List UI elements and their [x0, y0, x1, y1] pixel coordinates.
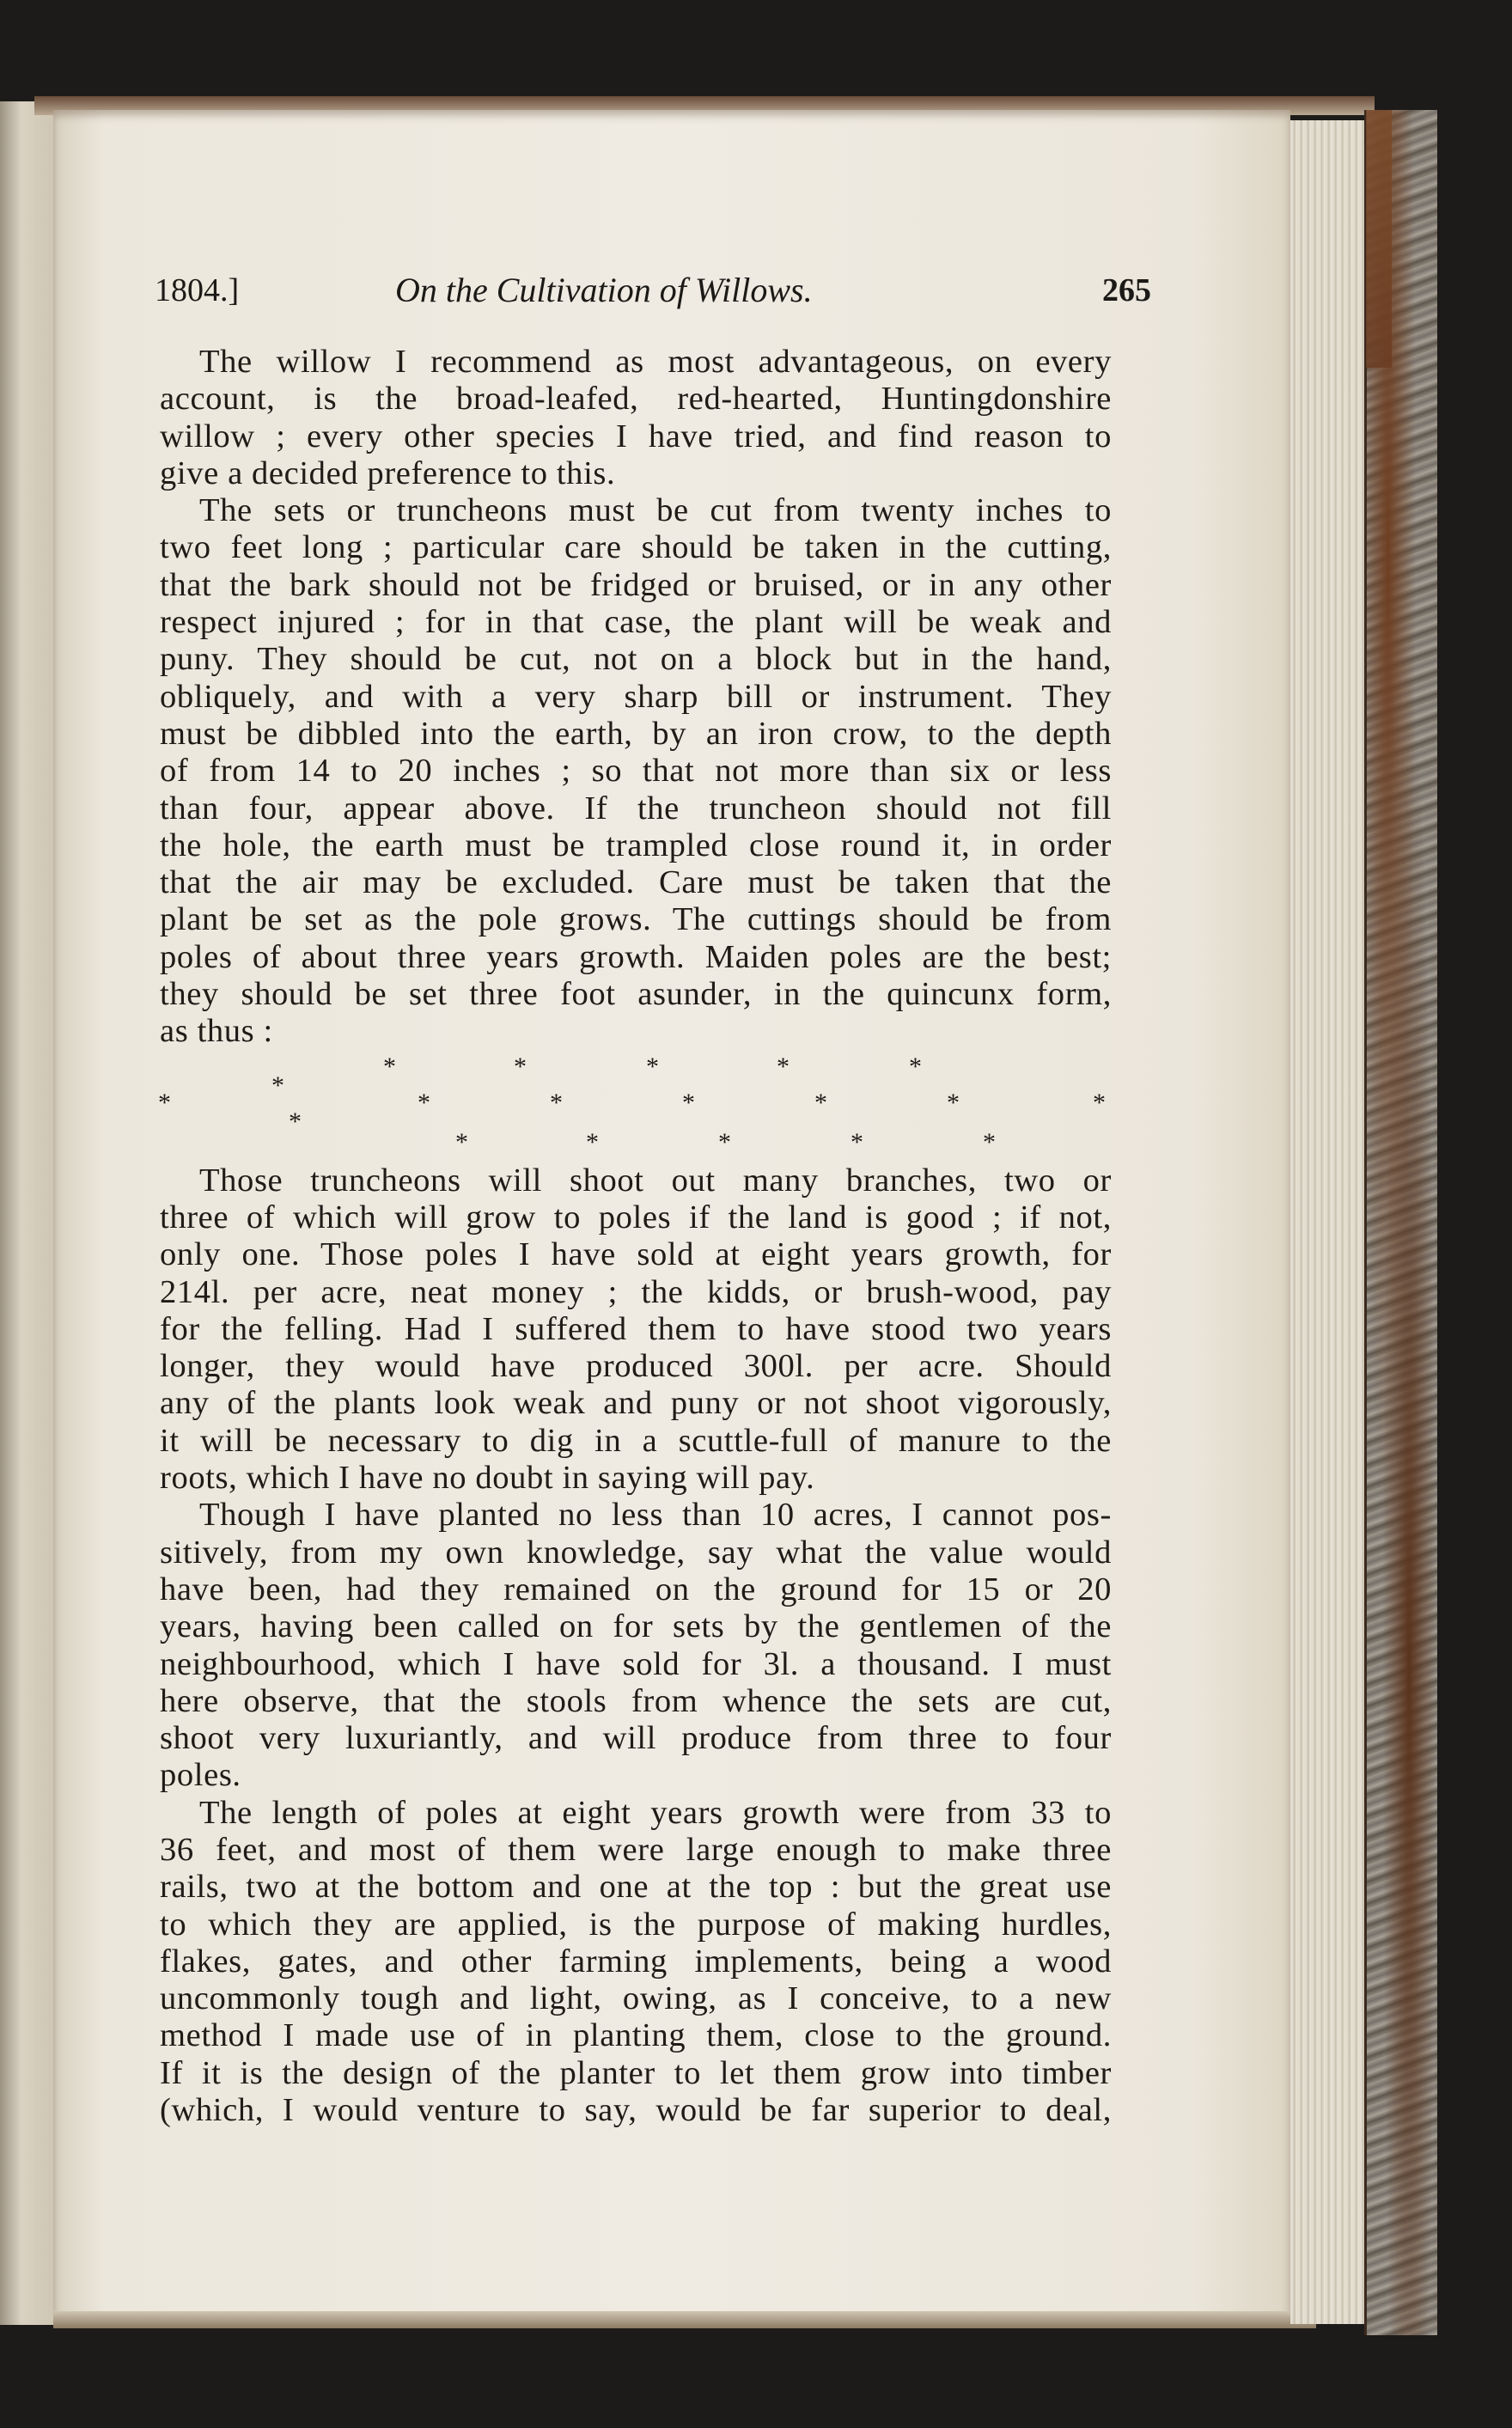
text-line: shoot very luxuriantly, and will produce from three to four: [160, 1720, 1112, 1757]
quincunx-star: *: [586, 1127, 600, 1156]
left-page-edge: [0, 101, 55, 2325]
text-line: puny. They should be cut, not on a block but in the hand,: [160, 641, 1112, 678]
quincunx-star: *: [289, 1107, 302, 1136]
text-line: that the air may be excluded. Care must be taken that the: [160, 864, 1112, 901]
paragraph-4: [160, 1497, 1112, 1794]
page-number: 265: [1102, 272, 1151, 308]
header-date: 1804.]: [155, 272, 240, 308]
text-line: The length of poles at eight years growth were from 33 to: [199, 1794, 1112, 1831]
quincunx-star: *: [550, 1088, 564, 1117]
quincunx-star: *: [909, 1052, 923, 1081]
text-line: poles.: [160, 1757, 241, 1794]
text-line: sitively, from my own knowledge, say what the value would: [160, 1534, 1112, 1571]
text-line: uncommonly tough and light, owing, as I conceive, to a new: [160, 1980, 1112, 2017]
page-bottom-edge: [53, 2311, 1316, 2328]
text-line: three of which will grow to poles if the land is good ; if not,: [160, 1199, 1112, 1235]
quincunx-star: *: [983, 1127, 997, 1156]
page-fore-edge: [1290, 120, 1366, 2324]
text-line: must be dibbled into the earth, by an iron crow, to the depth: [160, 715, 1112, 752]
quincunx-star: *: [718, 1127, 732, 1156]
quincunx-star: *: [1093, 1088, 1107, 1117]
quincunx-star: *: [455, 1127, 469, 1156]
cover-leather-corner: [1366, 110, 1392, 368]
text-line: two feet long ; particular care should be taken in the cutting,: [160, 529, 1112, 566]
quincunx-star: *: [271, 1071, 285, 1100]
text-line: as thus :: [160, 1013, 273, 1050]
text-line: poles of about three years growth. Maiden poles are the best;: [160, 938, 1112, 975]
quincunx-star: *: [947, 1088, 960, 1117]
text-line: any of the plants look weak and puny or not shoot vigorously,: [160, 1385, 1112, 1422]
text-line: only one. Those poles I have sold at eight years growth, for: [160, 1236, 1112, 1273]
text-line: have been, had they remained on the ground for 15 or 20: [160, 1571, 1112, 1607]
text-line: Those truncheons will shoot out many branches, two or: [199, 1162, 1112, 1199]
text-line: than four, appear above. If the truncheon should not fill: [160, 790, 1112, 827]
text-line: longer, they would have produced 300l. per acre. Should: [160, 1348, 1112, 1385]
header-title: On the Cultivation of Willows.: [395, 271, 813, 309]
quincunx-star: *: [646, 1052, 660, 1081]
text-line: account, is the broad-leafed, red-hearted, Huntingdonshire: [160, 381, 1112, 418]
text-line: give a decided preference to this.: [160, 454, 616, 491]
text-line: obliquely, and with a very sharp bill or instrument. They: [160, 678, 1112, 715]
quincunx-star: *: [418, 1088, 431, 1117]
text-line: neighbourhood, which I have sold for 3l. a thousand. I must: [160, 1645, 1112, 1682]
quincunx-star: *: [682, 1088, 696, 1117]
text-line: years, having been called on for sets by the gentlemen of the: [160, 1608, 1112, 1645]
text-line: respect injured ; for in that case, the plant will be weak and: [160, 604, 1112, 641]
text-line: plant be set as the pole grows. The cuttings should be from: [160, 901, 1112, 938]
text-line: it will be necessary to dig in a scuttle-full of manure to the: [160, 1422, 1112, 1459]
paragraph-1: [160, 344, 1112, 492]
quincunx-star: *: [383, 1052, 397, 1081]
quincunx-star: *: [850, 1127, 864, 1156]
paragraph-3: [160, 1162, 1112, 1498]
text-line: willow ; every other species I have tried, and find reason to: [160, 418, 1112, 454]
text-line: If it is the design of the planter to let them grow into timber: [160, 2054, 1112, 2091]
text-line: rails, two at the bottom and one at the top : but the great use: [160, 1869, 1112, 1906]
quincunx-star: *: [514, 1052, 527, 1081]
text-line: 214l. per acre, neat money ; the kidds, or brush-wood, pay: [160, 1273, 1112, 1310]
text-line: to which they are applied, is the purpose of making hurdles,: [160, 1906, 1112, 1943]
text-line: for the felling. Had I suffered them to have stood two years: [160, 1310, 1112, 1347]
text-line: flakes, gates, and other farming implements, being a wood: [160, 1943, 1112, 1980]
paragraph-5: [160, 1795, 1112, 2130]
text-line: the hole, the earth must be trampled close round it, in order: [160, 827, 1112, 863]
paragraph-2: [160, 492, 1112, 1050]
quincunx-star: *: [777, 1052, 790, 1081]
text-line: The sets or truncheons must be cut from twenty inches to: [199, 492, 1112, 529]
text-line: here observe, that the stools from whence the sets are cut,: [160, 1682, 1112, 1719]
running-header: [155, 271, 1151, 314]
text-line: method I made use of in planting them, close to the ground.: [160, 2017, 1112, 2054]
article-body: [160, 344, 1112, 2129]
text-line: they should be set three foot asunder, in the quincunx form,: [160, 976, 1112, 1013]
text-line: of from 14 to 20 inches ; so that not more than six or less: [160, 753, 1112, 790]
quincunx-star: *: [814, 1088, 828, 1117]
text-line: Though I have planted no less than 10 acres, I cannot pos-: [199, 1497, 1112, 1534]
text-line: roots, which I have no doubt in saying will pay.: [160, 1460, 815, 1497]
marbled-cover: [1364, 110, 1437, 2335]
quincunx-diagram: [160, 1051, 1112, 1162]
text-line: (which, I would venture to say, would be far superior to deal,: [160, 2092, 1112, 2129]
quincunx-star: *: [158, 1088, 172, 1117]
text-line: The willow I recommend as most advantageous, on every: [199, 344, 1112, 380]
text-line: 36 feet, and most of them were large enough to make three: [160, 1831, 1112, 1868]
text-line: that the bark should not be fridged or bruised, or in any other: [160, 566, 1112, 603]
